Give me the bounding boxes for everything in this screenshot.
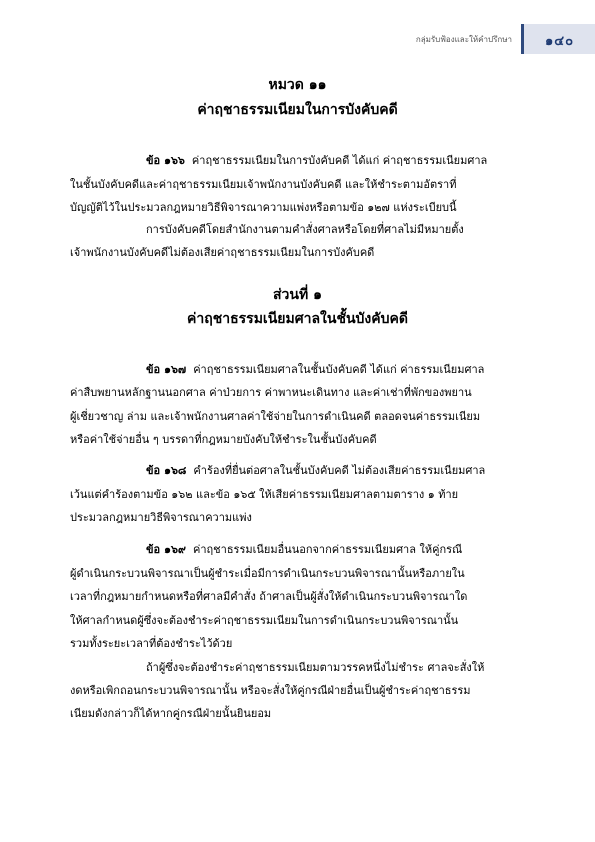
- article-166-line-4: การบังคับคดีโดยสำนักงานตามคำสั่งศาลหรือโดยที่ศาลไม่มีหมายตั้ง: [146, 223, 464, 236]
- article-167-line-1: ข้อ ๑๖๗ ค่าฤชาธรรมเนียมศาลในชั้นบังคับคดี ได้แก่ ค่าธรรมเนียมศาล: [146, 363, 485, 376]
- article-169-line-8: เนียมดังกล่าวก็ได้หากคู่กรณีฝ่ายนั้นยินยอม: [70, 707, 272, 720]
- article-169-line-6: ถ้าผู้ซึ่งจะต้องชำระค่าฤชาธรรมเนียมตามวรรคหนึ่งไม่ชำระ ศาลจะสั่งให้: [146, 661, 485, 674]
- article-168-line-2: เว้นแต่คำร้องตามข้อ ๑๖๒ และข้อ ๑๖๕ ให้เสียค่าธรรมเนียมศาลตามตาราง ๑ ท้าย: [70, 488, 459, 501]
- article-169-line-7: งดหรือเพิกถอนกระบวนพิจารณานั้น หรือจะสั่งให้คู่กรณีฝ่ายอื่นเป็นผู้ชำระค่าฤชาธรรม: [70, 684, 471, 697]
- chapter-title: หมวด ๑๑: [268, 77, 327, 93]
- article-166-line-1: ข้อ ๑๖๖ ค่าฤชาธรรมเนียมในการบังคับคดี ได้แก่ ค่าฤชาธรรมเนียมศาล: [146, 154, 488, 167]
- article-169-line-5: รวมทั้งระยะเวลาที่ต้องชำระไว้ด้วย: [70, 637, 233, 650]
- article-167-line-2: ค่าสืบพยานหลักฐานนอกศาล ค่าป่วยการ ค่าพาหนะเดินทาง และค่าเช่าที่พักของพยาน: [70, 386, 472, 399]
- article-169-line-3: เวลาที่กฎหมายกำหนดหรือที่ศาลมีคำสั่ง ถ้าศาลเป็นผู้สั่งให้ดำเนินกระบวนพิจารณาใด: [70, 590, 468, 603]
- article-169-line-2: ผู้ดำเนินกระบวนพิจารณาเป็นผู้ชำระเมื่อมีการดำเนินกระบวนพิจารณานั้นหรือภายใน: [70, 567, 465, 580]
- page-number: ๑๔๐: [544, 34, 575, 49]
- section-title: ส่วนที่ ๑: [273, 287, 322, 303]
- article-169-line-1: ข้อ ๑๖๙ ค่าฤชาธรรมเนียมอื่นนอกจากค่าธรรมเนียมศาล ให้คู่กรณี: [146, 543, 463, 556]
- article-166-line-5: เจ้าพนักงานบังคับคดีไม่ต้องเสียค่าฤชาธรรมเนียมในการบังคับคดี: [70, 246, 375, 259]
- article-166-line-2: ในชั้นบังคับคดีและค่าฤชาธรรมเนียมเจ้าพนักงานบังคับคดี และให้ชำระตามอัตราที่: [70, 178, 457, 191]
- article-167-line-4: หรือค่าใช้จ่ายอื่น ๆ บรรดาที่กฎหมายบังคับให้ชำระในชั้นบังคับคดี: [70, 433, 377, 446]
- section-subtitle: ค่าฤชาธรรมเนียมศาลในชั้นบังคับคดี: [187, 311, 408, 327]
- page-header: [330, 24, 595, 56]
- chapter-subtitle: ค่าฤชาธรรมเนียมในการบังคับคดี: [197, 102, 398, 118]
- article-168-line-1: ข้อ ๑๖๘ คำร้องที่ยื่นต่อศาลในชั้นบังคับคดี ไม่ต้องเสียค่าธรรมเนียมศาล: [146, 464, 486, 477]
- article-166-line-3: บัญญัติไว้ในประมวลกฎหมายวิธีพิจารณาความแพ่งหรือตามข้อ ๑๒๗ แห่งระเบียบนี้: [70, 201, 457, 214]
- article-169-number: ข้อ ๑๖๙: [146, 543, 186, 556]
- article-167-line-3: ผู้เชี่ยวชาญ ล่าม และเจ้าพนักงานศาลค่าใช้จ่ายในการดำเนินคดี ตลอดจนค่าธรรมเนียม: [70, 410, 481, 423]
- article-167-number: ข้อ ๑๖๗: [146, 363, 187, 376]
- article-166-number: ข้อ ๑๖๖: [146, 154, 185, 167]
- article-169-line-4: ให้ศาลกำหนดผู้ซึ่งจะต้องชำระค่าฤชาธรรมเนียมในการดำเนินกระบวนพิจารณานั้น: [70, 614, 459, 627]
- page-number-badge: [521, 24, 595, 54]
- header-unit-name: กลุ่มรับฟ้องและให้คำปรึกษา: [415, 35, 512, 44]
- article-168-number: ข้อ ๑๖๘: [146, 464, 187, 477]
- article-168-line-3: ประมวลกฎหมายวิธีพิจารณาความแพ่ง: [70, 511, 252, 524]
